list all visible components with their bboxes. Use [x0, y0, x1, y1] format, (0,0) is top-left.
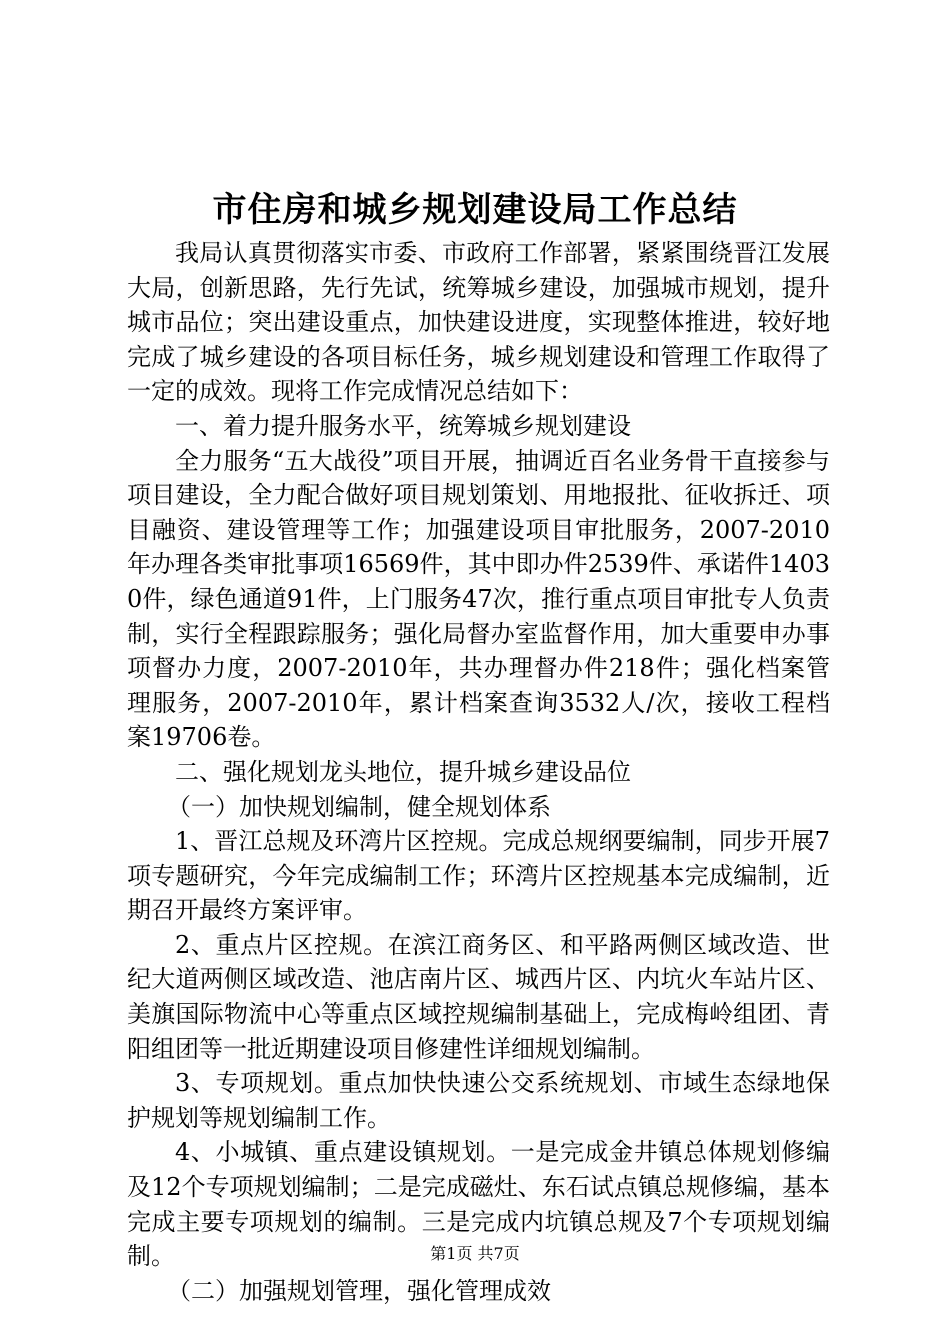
document-body [127, 236, 830, 1308]
list-item-3: 3、专项规划。重点加快快速公交系统规划、市域生态绿地保护规划等规划编制工作。 [127, 1069, 830, 1132]
subsection-heading-2: （二）加强规划管理，强化管理成效 [167, 1276, 551, 1305]
document-title: 市住房和城乡规划建设局工作总结 [212, 190, 738, 230]
list-item-1: 1、晋江总规及环湾片区控规。完成总规纲要编制，同步开展7项专题研究，今年完成编制工作；环湾片区控规基本完成编制，近期召开最终方案评审。 [127, 827, 830, 925]
list-item-4: 4、小城镇、重点建设镇规划。一是完成金井镇总体规划修编及12个专项规划编制；二是完成磁灶、东石试点镇总规修编，基本完成主要专项规划的编制。三是完成内坑镇总规及7个专项规划编制。 [127, 1138, 830, 1271]
subsection-heading-1: （一）加快规划编制，健全规划体系 [167, 792, 551, 821]
list-item-2: 2、重点片区控规。在滨江商务区、和平路两侧区域改造、世纪大道两侧区域改造、池店南片区、城西片区、内坑火车站片区、美旗国际物流中心等重点区域控规编制基础上，完成梅岭组团、青阳组团等一批近期建设项目修建性详细规划编制。 [127, 930, 830, 1063]
section-heading-2: 二、强化规划龙头地位，提升城乡建设品位 [175, 757, 631, 786]
page-indicator: 第1页 共7页 [430, 1244, 520, 1263]
paragraph-service: 全力服务“五大战役”项目开展，抽调近百名业务骨干直接参与项目建设，全力配合做好项目规划策划、用地报批、征收拆迁、项目融资、建设管理等工作；加强建设项目审批服务，2007-2010年办理各类审批事项16569件，其中即办件2539件、承诺件14030件，绿色通道91件，上门服务47次，推行重点项目审批专人负责制，实行全程跟踪服务；强化局督办室监督作用，加大重要申办事项督办力度，2007-2010年，共办理督办件218件；强化档案管理服务，2007-2010年，累计档案查询3532人/次，接收工程档案19706卷。 [127, 446, 830, 752]
paragraph-intro: 我局认真贯彻落实市委、市政府工作部署，紧紧围绕晋江发展大局，创新思路，先行先试，统筹城乡建设，加强城市规划，提升城市品位；突出建设重点，加快建设进度，实现整体推进，较好地完成了城乡建设的各项目标任务，城乡规划建设和管理工作取得了一定的成效。现将工作完成情况总结如下： [127, 239, 830, 406]
section-heading-1: 一、着力提升服务水平，统筹城乡规划建设 [175, 411, 631, 440]
